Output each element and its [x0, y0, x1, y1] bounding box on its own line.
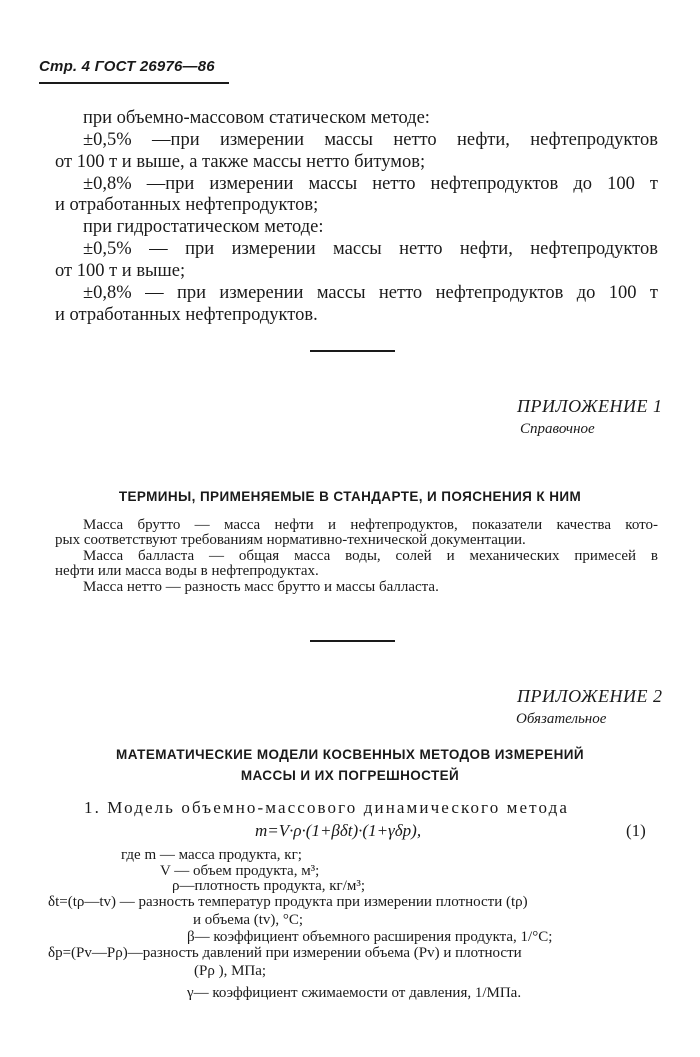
intro-line-8: от 100 т и выше;	[55, 261, 186, 281]
intro-line-10: и отработанных нефтепродуктов.	[55, 305, 318, 325]
intro-line-4: ±0,8% —при измерении массы нетто нефтепродуктов до 100 т	[83, 174, 658, 194]
appendix-1-title: ПРИЛОЖЕНИЕ 1	[517, 396, 663, 416]
where-delta-p: δp=(Pv—Pρ)—разность давлений при измерении объема (Pv) и плотности	[48, 945, 522, 961]
formula-number: (1)	[626, 821, 646, 840]
where-beta: β— коэффициент объемного расширения продукта, 1/°С;	[187, 929, 553, 945]
where-delta-p-cont: (Pρ ), МПа;	[194, 963, 267, 979]
where-volume: V — объем продукта, м³;	[160, 863, 320, 879]
appendix-1-subtitle: Справочное	[520, 421, 595, 437]
intro-line-1: при объемно-массовом статическом методе:	[83, 108, 430, 128]
where-mass: где m — масса продукта, кг;	[121, 847, 302, 863]
section-separator-1	[310, 350, 395, 352]
term-gross-line-1: Масса брутто — масса нефти и нефтепродуктов, показатели качества кото-	[83, 517, 658, 533]
where-delta-t: δt=(tρ—tv) — разность температур продукта при измерении плотности (tρ)	[48, 894, 528, 910]
intro-line-7: ±0,5% — при измерении массы нетто нефти, нефтепродуктов	[83, 239, 658, 259]
appendix-1-heading: ТЕРМИНЫ, ПРИМЕНЯЕМЫЕ В СТАНДАРТЕ, И ПОЯСНЕНИЯ К НИМ	[118, 489, 582, 504]
appendix-2-heading-line-2: МАССЫ И ИХ ПОГРЕШНОСТЕЙ	[240, 768, 460, 783]
formula: m=V·ρ·(1+βδt)·(1+γδp),	[255, 821, 422, 840]
where-delta-t-cont: и объема (tv), °С;	[193, 912, 304, 928]
where-gamma: γ— коэффициент сжимаемости от давления, 1/МПа.	[187, 985, 522, 1001]
where-density: ρ—плотность продукта, кг/м³;	[172, 878, 366, 894]
section-separator-2	[310, 640, 395, 642]
page-header: Стр. 4 ГОСТ 26976—86	[39, 58, 215, 75]
intro-line-6: при гидростатическом методе:	[83, 217, 324, 237]
term-net: Масса нетто — разность масс брутто и массы балласта.	[83, 579, 439, 595]
intro-line-3: от 100 т и выше, а также массы нетто битумов;	[55, 152, 426, 172]
intro-line-9: ±0,8% — при измерении массы нетто нефтепродуктов до 100 т	[83, 283, 658, 303]
term-ballast-line-1: Масса балласта — общая масса воды, солей и механических примесей в	[83, 548, 658, 564]
header-rule	[39, 82, 229, 84]
appendix-2-heading-line-1: МАТЕМАТИЧЕСКИЕ МОДЕЛИ КОСВЕННЫХ МЕТОДОВ ИЗМЕРЕНИЙ	[116, 747, 584, 762]
term-ballast-line-2: нефти или масса воды в нефтепродуктах.	[55, 563, 319, 579]
appendix-2-title: ПРИЛОЖЕНИЕ 2	[517, 686, 663, 706]
term-gross-line-2: рых соответствуют требованиям нормативно-технической документации.	[55, 532, 526, 548]
model-title: 1. Модель объемно-массового динамического метода	[84, 798, 569, 817]
appendix-2-subtitle: Обязательное	[516, 711, 607, 727]
intro-line-2: ±0,5% —при измерении массы нетто нефти, нефтепродуктов	[83, 130, 658, 150]
intro-line-5: и отработанных нефтепродуктов;	[55, 195, 319, 215]
